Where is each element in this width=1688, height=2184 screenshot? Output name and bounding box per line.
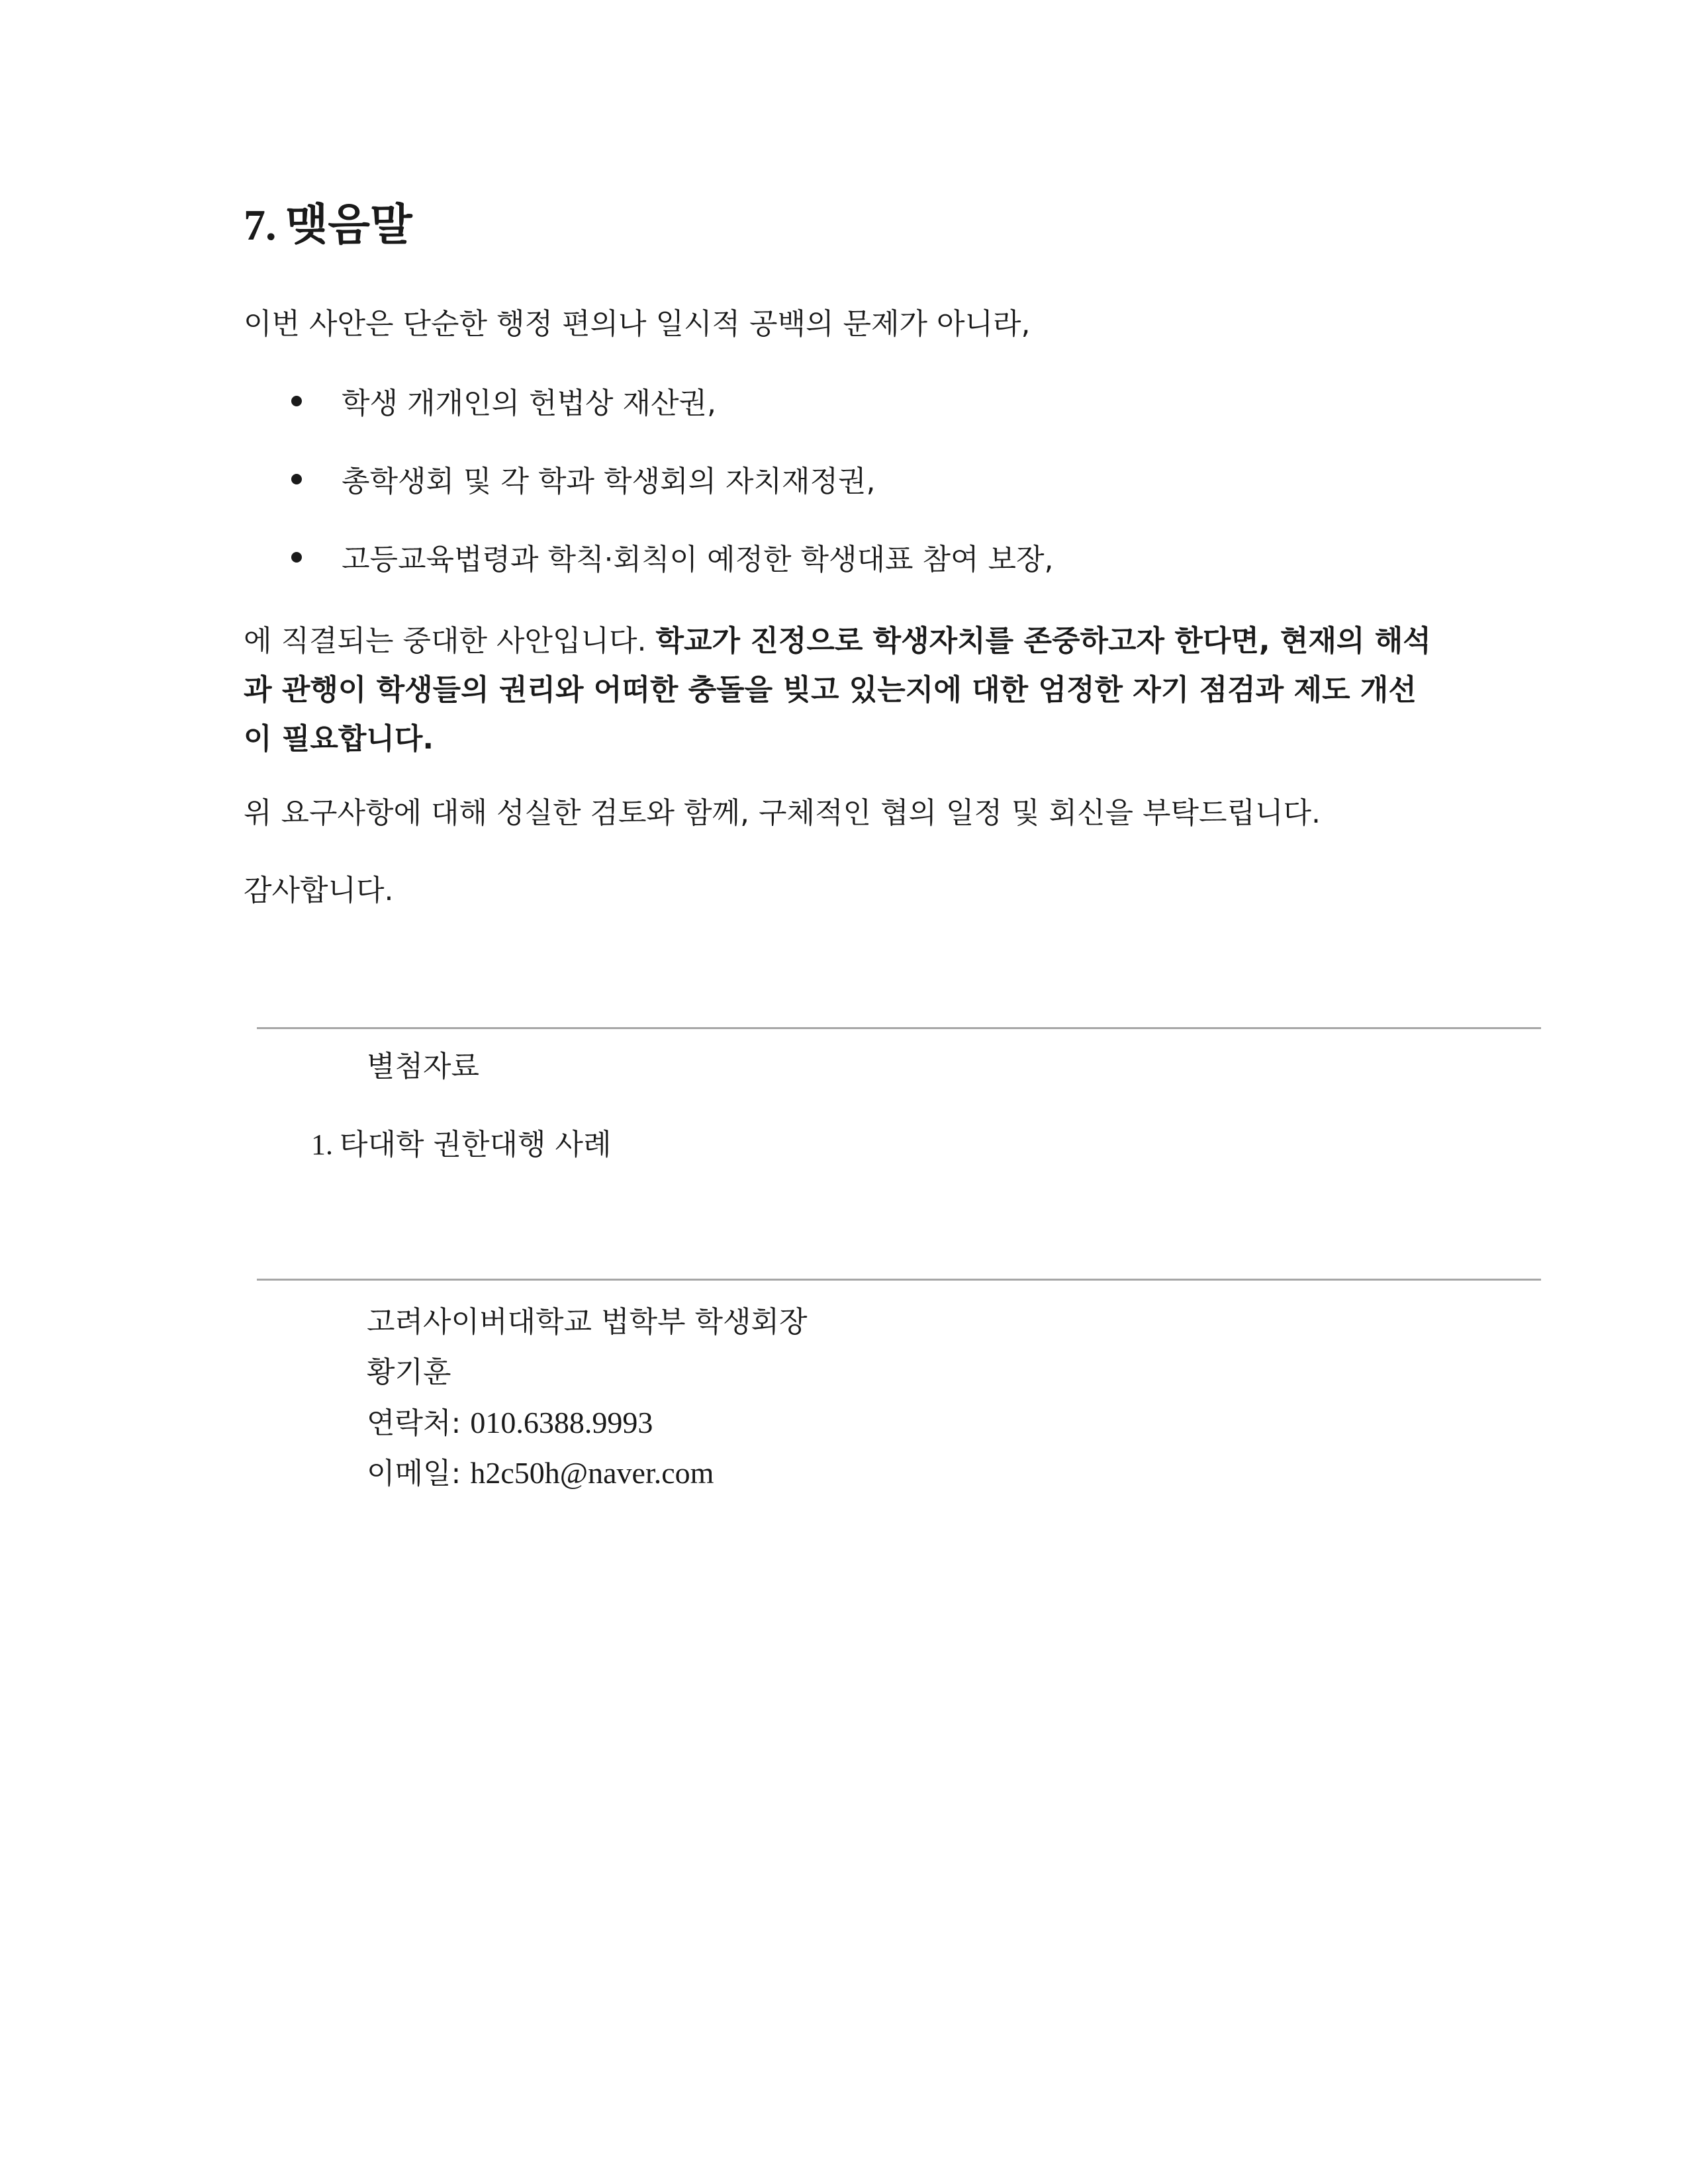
request-paragraph: 위 요구사항에 대해 성실한 검토와 함께, 구체적인 협의 일정 및 회신을 부탁드립니다.	[244, 796, 1321, 830]
phone-number: 010.6388.9993	[470, 1406, 653, 1439]
email-label: 이메일:	[367, 1457, 471, 1490]
phone-label: 연락처:	[367, 1406, 471, 1440]
bullet-text: 고등교육법령과 학칙·회칙이 예정한 학생대표 참여 보장,	[342, 543, 1054, 576]
email-address: h2c50h@naver.com	[470, 1456, 714, 1490]
attachments-title: 별첨자료	[367, 1050, 480, 1083]
section-heading	[244, 199, 412, 251]
conclusion-emphasis: 학교가 진정으로 학생자치를 존중하고자 한다면, 현재의 해석과 관행이 학생들의 권리와 어떠한 충돌을 빚고 있는지에 대한 엄정한 자기 점검과 제도 개선이 필요합니다.	[244, 624, 1431, 756]
bullet-icon	[291, 396, 302, 406]
bullet-text: 학생 개개인의 헌법상 재산권,	[342, 387, 716, 420]
closing-thanks: 감사합니다.	[244, 874, 394, 907]
section-title: 맺음말	[285, 199, 412, 250]
intro-paragraph: 이번 사안은 단순한 행정 편의나 일시적 공백의 문제가 아니라,	[244, 307, 1031, 341]
attachment-item	[311, 1128, 612, 1163]
signature-name: 황기훈	[367, 1355, 451, 1389]
signature-phone-line	[367, 1398, 808, 1448]
bullet-icon	[291, 552, 302, 563]
attachment-label: 타대학 권한대행 사례	[340, 1128, 612, 1161]
conclusion-text: 에 직결되는 중대한 사안입니다.	[244, 624, 656, 658]
attachment-index: 1.	[311, 1128, 333, 1161]
signature-organization: 고려사이버대학교 법학부 학생회장	[367, 1305, 808, 1339]
section-number: 7.	[244, 201, 277, 250]
conclusion-paragraph	[244, 617, 1435, 764]
signature-block	[367, 1297, 808, 1498]
bullet-text: 총학생회 및 각 학과 학생회의 자치재정권,	[342, 465, 876, 498]
divider	[257, 1027, 1541, 1029]
bullet-icon	[291, 474, 302, 484]
signature-email-line	[367, 1448, 808, 1498]
divider	[257, 1279, 1541, 1281]
